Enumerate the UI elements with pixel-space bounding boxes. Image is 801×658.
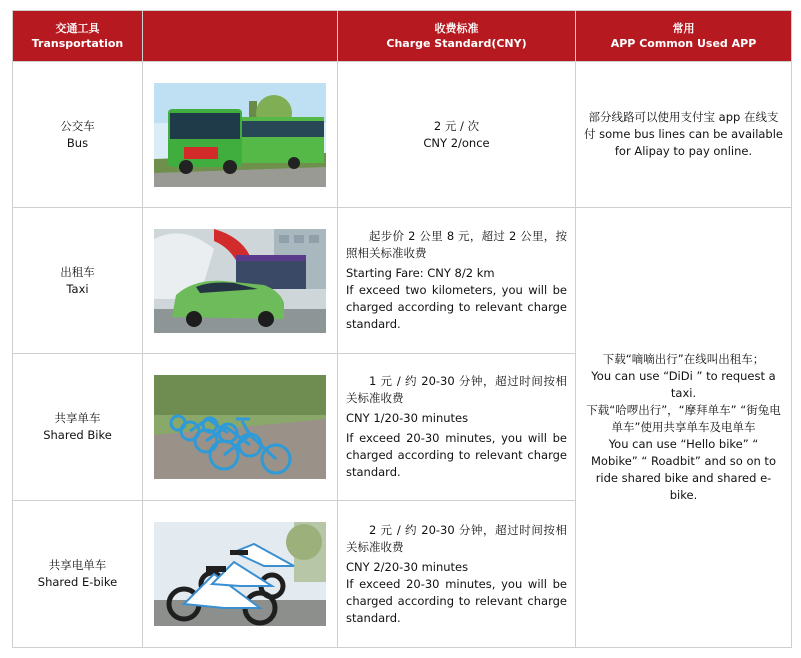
mode-name-en: Taxi [66,281,89,296]
fare-cn: 1 元 / 约 20-30 分钟，超过时间按相关标准收费 [346,374,567,405]
mode-cell [13,501,143,648]
header-app-cn: 常用 [672,22,695,35]
transport-charge-table [12,10,792,648]
fare-cell [338,208,576,354]
header-common-app [576,11,792,62]
fare-en-rule: If exceed two kilometers, you will be charged according to relevant charge standard. [346,283,567,331]
header-charge-standard [338,11,576,62]
header-image [143,11,338,62]
app-didi-en: You can use “DiDi ” to request a taxi. [591,369,776,400]
mode-cell [13,62,143,208]
fare-en: CNY 2/once [423,135,490,150]
mode-name-en: Bus [66,135,89,150]
app-didi-cn: 下载“嘀嘀出行”在线叫出租车； [602,352,765,366]
header-row [13,11,792,62]
mode-name-en: Shared Bike [43,428,112,442]
header-transportation [13,11,143,62]
table-row-taxi [13,208,792,354]
fare-en-rule: If exceed 20-30 minutes, you will be charged according to relevant charge standard. [346,576,567,625]
mode-name-cn: 出租车 [60,264,95,279]
mode-name-en: Shared E-bike [37,575,118,589]
mode-name-cn: 共享电单车 [48,558,107,572]
header-charge-cn: 收费标准 [434,22,479,35]
fare-cn: 起步价 2 公里 8 元，超过 2 公里，按照相关标准收费 [346,229,567,260]
shared-bike-photo [154,375,326,479]
fare-cn: 2 元 / 次 [433,118,480,133]
header-transportation-cn: 交通工具 [55,22,100,35]
app-cell-others [576,208,792,648]
fare-en-start: CNY 1/20-30 minutes [346,411,469,425]
mode-name-cn: 公交车 [60,118,95,133]
fare-en-rule: If exceed 20-30 minutes, you will be charged according to relevant charge standard. [346,431,567,479]
table-row-bus [13,62,792,208]
taxi-photo [154,229,326,333]
fare-cn: 2 元 / 约 20-30 分钟，超过时间按相关标准收费 [346,522,567,554]
fare-en-start: CNY 2/20-30 minutes [346,559,469,574]
header-transportation-en: Transportation [31,37,124,50]
header-charge-en: Charge Standard(CNY) [386,37,527,50]
app-cell-bus: 部分线路可以使用支付宝 app 在线支付 some bus lines can be available for Alipay to pay online. [576,62,792,208]
fare-cell [338,62,576,208]
app-bike-cn: 下载“哈啰出行”，“摩拜单车” “街兔电单车”使用共享单车及电单车 [586,403,781,434]
app-bike-en: You can use “Hello bike” “ Mobike” “ Roadbit” and so on to ride shared bike and shared e-bike. [591,437,776,502]
fare-en-start: Starting Fare: CNY 8/2 km [346,266,495,280]
fare-cell [338,501,576,648]
header-app-en: APP Common Used APP [610,37,757,50]
mode-cell [13,354,143,501]
bus-photo [154,83,326,187]
mode-cell [13,208,143,354]
mode-name-cn: 共享单车 [54,411,101,425]
fare-cell [338,354,576,501]
shared-ebike-photo [154,522,326,626]
